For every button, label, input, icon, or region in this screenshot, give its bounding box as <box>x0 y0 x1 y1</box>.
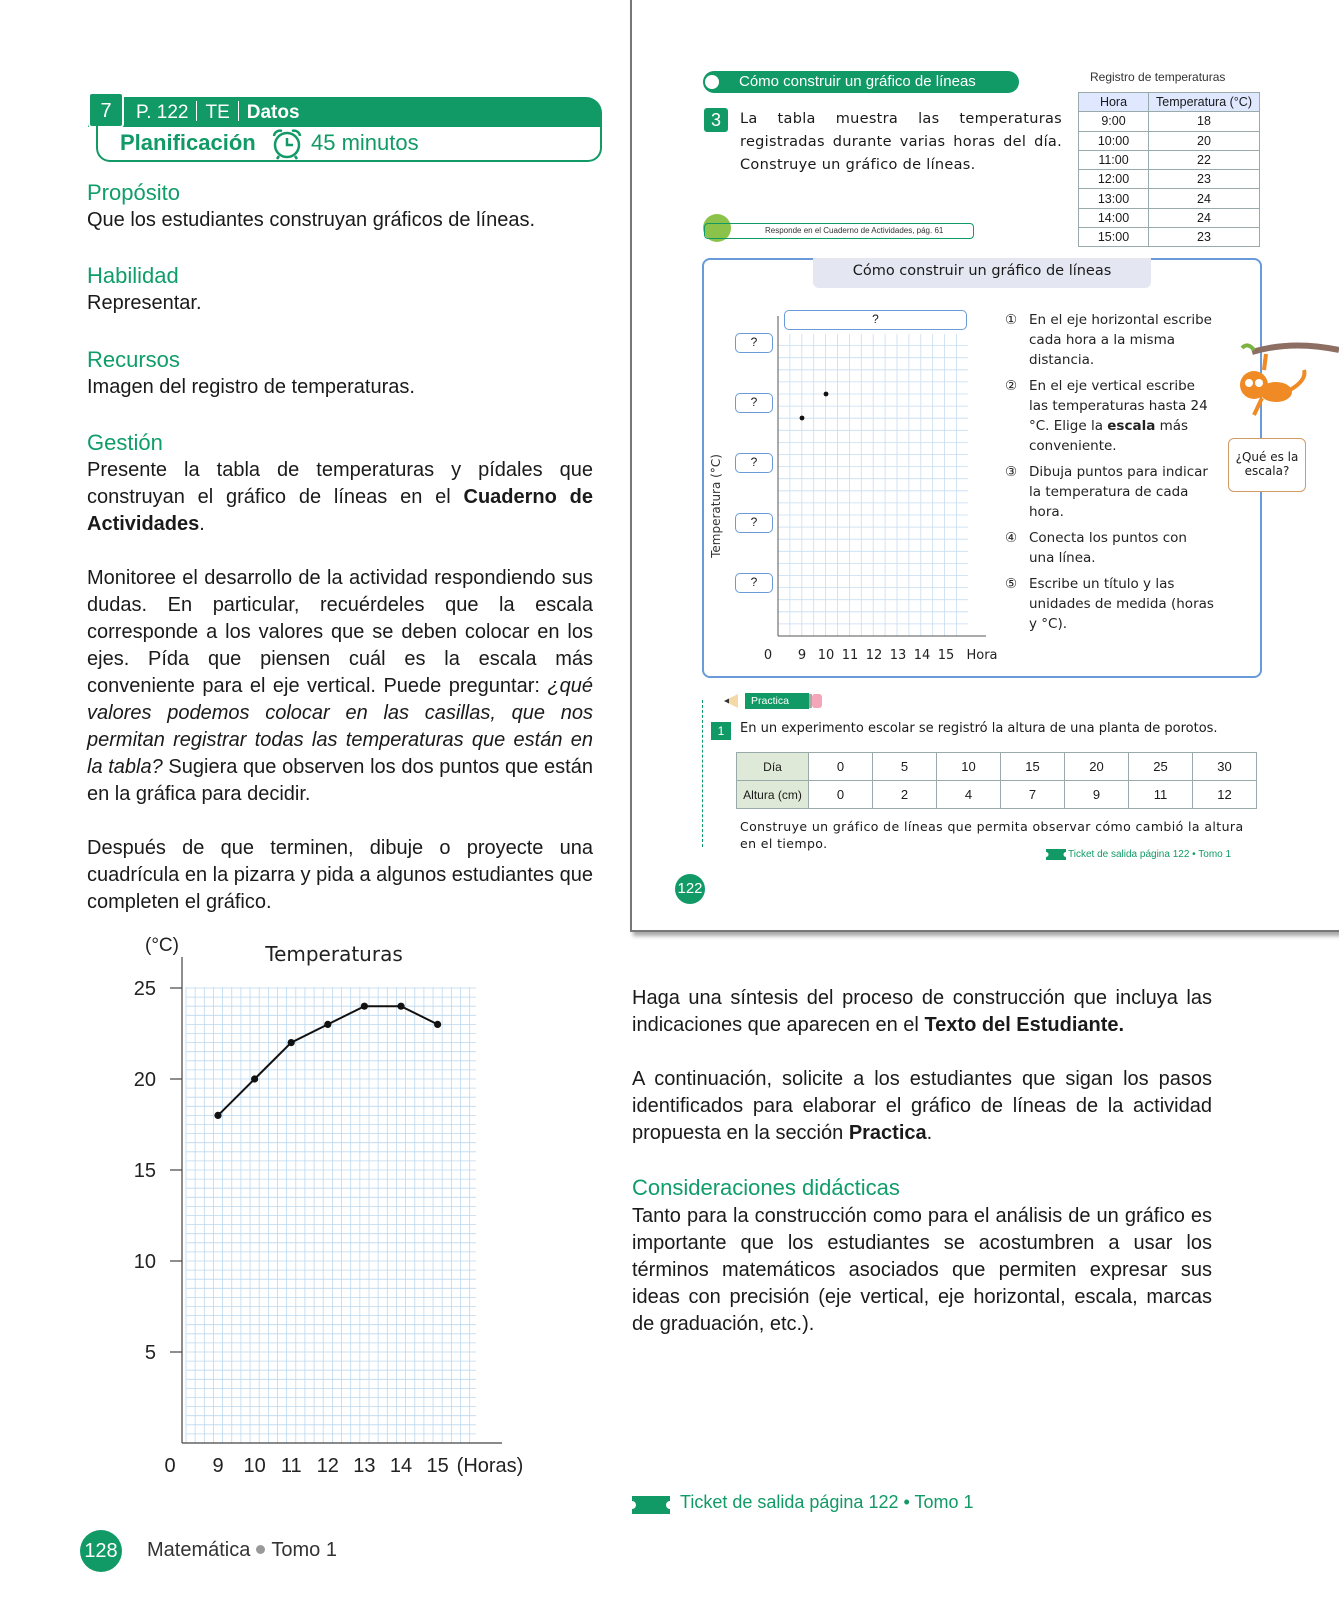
temperature-table <box>1078 92 1260 247</box>
ticket-text: Ticket de salida página 122 • Tomo 1 <box>680 1492 974 1512</box>
proposito-title: Propósito <box>87 180 180 205</box>
table-header: Temperatura (°C) <box>1149 93 1260 112</box>
table-row: 13:00 24 <box>1079 189 1260 208</box>
table-row: 15:00 23 <box>1079 228 1260 247</box>
x-tick-label: 10 <box>243 1455 266 1477</box>
step-item: ⑤ Escribe un título y las unidades de medida (horas y °C). <box>1005 576 1214 632</box>
table-row: Altura (cm) 0 2 4 7 9 11 12 <box>737 781 1257 809</box>
x-tick-label: 9 <box>212 1455 224 1477</box>
step-item: ④ Conecta los puntos con una línea. <box>1005 530 1187 566</box>
x-tick-label: 14 <box>389 1455 413 1477</box>
table-row: 12:00 23 <box>1079 170 1260 189</box>
consideraciones-title: Consideraciones didácticas <box>632 1175 900 1200</box>
question-number: 3 <box>704 108 728 132</box>
ticket-icon <box>1046 849 1066 860</box>
table-row: Día 0 5 10 15 20 25 30 <box>737 753 1257 781</box>
x-tick-label: 15 <box>937 648 955 663</box>
data-point <box>800 416 805 421</box>
continue-paragraph: A continuación, solicite a los estudiantes que sigan los pasos identificados para elaborar el gráfico de líneas de la actividad propuesta en la sección Practica. <box>632 1068 1212 1144</box>
data-point <box>251 1075 258 1082</box>
data-point <box>397 1003 404 1010</box>
data-point <box>214 1112 221 1119</box>
plant-height-table <box>736 752 1257 809</box>
x-tick-label: 0 <box>164 1455 176 1477</box>
data-point <box>434 1021 441 1028</box>
practica-label: Practica <box>745 693 809 709</box>
practica-note: Construye un gráfico de líneas que permita observar cómo cambió la altura en el tiempo. <box>740 819 1244 851</box>
x-axis-label: (Horas) <box>456 1455 524 1477</box>
x-tick-label: 15 <box>426 1455 449 1477</box>
alarm-clock-icon <box>270 128 304 160</box>
practica-dashed-line <box>702 700 703 847</box>
proposito-text: Que los estudiantes construyan gráficos de líneas. <box>87 209 536 231</box>
ticket-icon <box>632 1496 670 1514</box>
ticket-small-text: Ticket de salida página 122 • Tomo 1 <box>1068 849 1232 860</box>
responde-note: Responde en el Cuaderno de Actividades, pág. 61 <box>704 223 974 239</box>
data-point <box>324 1021 331 1028</box>
student-page-number: 122 <box>675 874 705 904</box>
y-tick-label: 20 <box>133 1069 156 1091</box>
x-tick-label: 13 <box>353 1455 376 1477</box>
table-row: 10:00 20 <box>1079 131 1260 150</box>
x-tick-label: 0 <box>763 648 773 663</box>
y-axis-label: (°C) <box>145 935 179 956</box>
planning-duration: 45 minutos <box>311 130 419 155</box>
y-tick-label: 10 <box>133 1251 156 1273</box>
te-label: TE <box>205 102 230 123</box>
x-tick-label: 11 <box>841 648 859 663</box>
question-text: La tabla muestra las temperaturas registradas durante varias horas del día. Construye un gráfico de líneas. <box>740 111 1062 173</box>
recursos-text: Imagen del registro de temperaturas. <box>87 376 415 398</box>
topic-label: Datos <box>246 102 300 123</box>
page-number: 128 <box>80 1530 122 1572</box>
practica-text: En un experimento escolar se registró la altura de una planta de porotos. <box>740 721 1218 736</box>
gestion-paragraph-2: Monitoree el desarrollo de la actividad respondiendo sus dudas. En particular, recuérdeles que la escala corresponde a los valores que se deben colocar en los ejes. Pída que piensen cuál es la escala más conveniente para el eje vertical. Puede preguntar: ¿qué valores podemos colocar en las casillas, que nos permitan registrar todas las temperaturas que están en la tabla? Sugiera que observen los dos puntos que están en la gráfica para decidir. <box>87 567 593 805</box>
axis-blank-box: ? <box>735 453 773 473</box>
y-tick-label: 15 <box>133 1160 156 1182</box>
step-item: ① En el eje horizontal escribe cada hora a la misma distancia. <box>1005 312 1212 368</box>
chart-title: Temperaturas <box>265 942 403 966</box>
y-tick-label: 25 <box>133 978 156 1000</box>
speech-bubble: ¿Qué es la escala? <box>1228 438 1306 492</box>
page-ref: P. 122 <box>136 102 189 123</box>
practica-question-number: 1 <box>711 722 731 740</box>
header-text <box>136 101 300 124</box>
table-row: 11:00 22 <box>1079 150 1260 169</box>
graph-box-title: Cómo construir un gráfico de líneas <box>813 258 1151 288</box>
x-tick-label: 12 <box>316 1455 339 1477</box>
consideraciones-text: Tanto para la construcción como para el análisis de un gráfico es importante que los estudiantes se acostumbren a usar los términos matemáticos asociados que permiten expresar sus ideas con precisión (eje vertical, eje horizontal, escala, marcas de graduación, etc.). <box>632 1205 1212 1335</box>
x-tick-label: 9 <box>797 648 807 663</box>
synthesis-paragraph: Haga una síntesis del proceso de construcción que incluya las indicaciones que aparecen en el Texto del Estudiante. <box>632 987 1212 1036</box>
lesson-number: 7 <box>88 92 124 128</box>
x-tick-label: 11 <box>280 1455 302 1477</box>
title-blank-box: ? <box>784 310 967 330</box>
table-row: 9:00 18 <box>1079 112 1260 131</box>
habilidad-text: Representar. <box>87 292 202 314</box>
section-pill: Cómo construir un gráfico de líneas <box>703 71 1019 93</box>
temperature-line-chart <box>120 935 540 1495</box>
x-tick-label: 13 <box>889 648 907 663</box>
steps-list <box>1005 310 1215 640</box>
axis-blank-box: ? <box>735 333 773 353</box>
pill-dot <box>705 75 719 89</box>
step-item: ③ Dibuja puntos para indicar la temperatura de cada hora. <box>1005 464 1208 520</box>
gestion-paragraph-3: Después de que terminen, dibuje o proyecte una cuadrícula en la pizarra y pida a algunos estudiantes que completen el gráfico. <box>87 837 593 913</box>
table-header: Hora <box>1079 93 1149 112</box>
axis-blank-box: ? <box>735 393 773 413</box>
x-tick-label: Hora <box>966 648 998 663</box>
y-tick-label: 5 <box>144 1342 156 1364</box>
x-tick-label: 12 <box>865 648 883 663</box>
student-blank-grid <box>706 306 1006 666</box>
x-tick-label: 14 <box>913 648 931 663</box>
footer-text: Matemática Tomo 1 <box>147 1539 337 1561</box>
data-point <box>288 1039 295 1046</box>
planning-title: Planificación <box>120 130 256 155</box>
habilidad-title: Habilidad <box>87 263 179 288</box>
gestion-title: Gestión <box>87 430 163 455</box>
gestion-paragraph-1: Presente la tabla de temperaturas y pídales que construyan el gráfico de líneas en el Cuaderno de Actividades. <box>87 459 593 535</box>
step-item: ② En el eje vertical escribe las temperaturas hasta 24 °C. Elige la escala más conveniente. <box>1005 378 1208 454</box>
data-point <box>361 1003 368 1010</box>
data-point <box>824 392 829 397</box>
temperature-table-title: Registro de temperaturas <box>1090 70 1226 84</box>
recursos-title: Recursos <box>87 347 180 372</box>
axis-blank-box: ? <box>735 513 773 533</box>
table-row: 14:00 24 <box>1079 208 1260 227</box>
monkey-illustration <box>1232 340 1339 440</box>
axis-blank-box: ? <box>735 573 773 593</box>
x-tick-label: 10 <box>817 648 835 663</box>
y-axis-label: Temperatura (°C) <box>709 454 723 558</box>
